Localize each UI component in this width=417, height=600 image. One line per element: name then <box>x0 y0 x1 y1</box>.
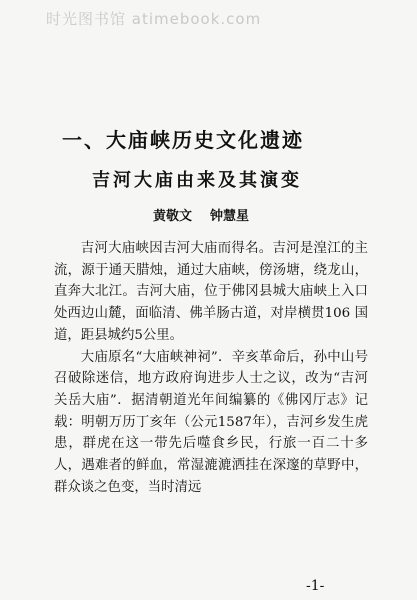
author-name: 钟慧星 <box>210 209 250 224</box>
author-line <box>153 205 249 224</box>
watermark-text: 时光图书馆 atimebook.com <box>46 10 262 28</box>
paragraph: 吉河大庙峡因吉河大庙而得名。吉河是湟江的主流，源于通天腊烛，通过大庙峡，傍汤塘，绕龙山，直奔大北江。吉河大庙，位于佛冈县城大庙峡上入口处西边山麓，面临清、佛羊肠古道，对岸横贯106 国道，距县城约5公里。 <box>54 241 368 343</box>
chapter-heading: 一、大庙峡历史文化遗迹 <box>62 128 304 152</box>
author-name: 黄敬文 <box>153 209 193 224</box>
page-number: -1- <box>306 578 325 594</box>
article-body <box>54 238 368 498</box>
article-title: 吉河大庙由来及其演变 <box>92 170 302 191</box>
paragraph: 大庙原名“大庙峡神祠”．辛亥革命后，孙中山号召破除迷信，地方政府询进步人士之议，改为“吉河关岳大庙”．据清朝道光年间编纂的《佛冈厅志》记载：明朝万历丁亥年（公元1587年），吉河乡发生虎患，群虎在这一带先后噬食乡民，行旅一百二十多人，遇难者的鲜血，常湿漉漉洒挂在深邃的草野中，群众谈之色变，当时清远 <box>54 349 368 495</box>
